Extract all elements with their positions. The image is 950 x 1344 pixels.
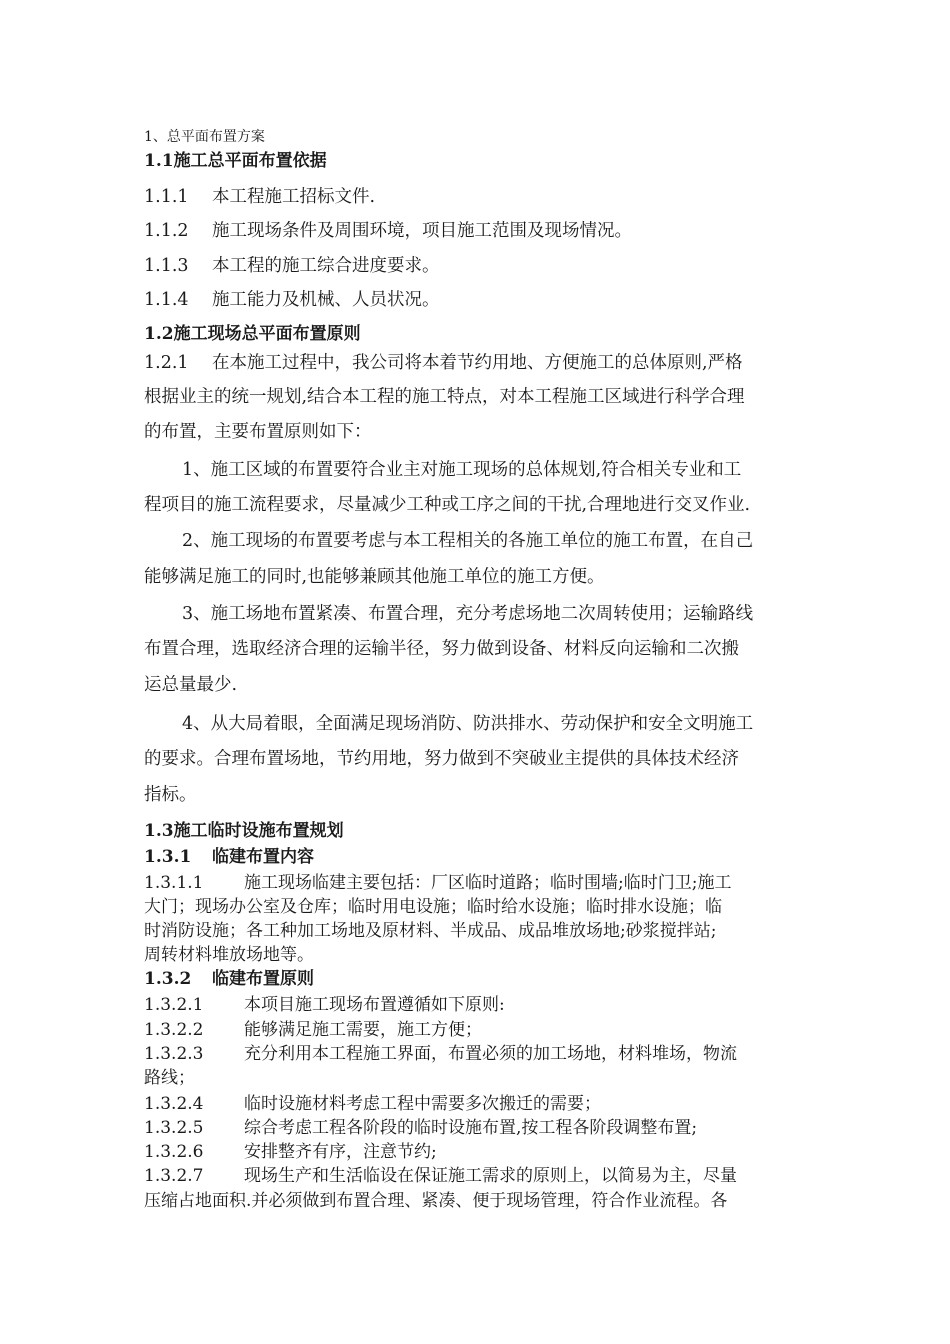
item-1-2-1-line-1: 1.2.1 在本施工过程中，我公司将本着节约用地、方便施工的总体原则,严格	[144, 353, 743, 373]
section-1-3-heading: 1.3施工临时设施布置规划	[144, 821, 344, 841]
subsection-1-3-2-heading: 1.3.2 临建布置原则	[144, 969, 314, 989]
item-1-1-4: 1.1.4 施工能力及机械、人员状况。	[144, 290, 440, 310]
subsection-1-3-1-heading: 1.3.1 临建布置内容	[144, 847, 314, 867]
item-1-1-3: 1.1.3 本工程的施工综合进度要求。	[144, 256, 440, 276]
section-1-1-heading: 1.1施工总平面布置依据	[144, 151, 327, 171]
principle-1-line-1: 1、施工区域的布置要符合业主对施工现场的总体规划,符合相关专业和工	[182, 460, 742, 480]
item-1-3-1-1-line-3: 时消防设施；各工种加工场地及原材料、半成品、成品堆放场地;砂浆搅拌站;	[144, 921, 717, 941]
principle-1-line-2: 程项目的施工流程要求，尽量减少工种或工序之间的干扰,合理地进行交叉作业.	[144, 495, 751, 515]
item-1-2-1-line-2: 根据业主的统一规划,结合本工程的施工特点，对本工程施工区域进行科学合理	[144, 387, 745, 407]
principle-2-line-2: 能够满足施工的同时,也能够兼顾其他施工单位的施工方便。	[144, 567, 605, 587]
item-1-3-1-1-line-4: 周转材料堆放场地等。	[144, 945, 314, 965]
principle-3-line-2: 布置合理，选取经济合理的运输半径，努力做到设备、材料反向运输和二次搬	[144, 639, 739, 659]
item-1-1-1: 1.1.1 本工程施工招标文件.	[144, 187, 376, 207]
item-1-3-2-5: 1.3.2.5 综合考虑工程各阶段的临时设施布置,按工程各阶段调整布置;	[144, 1118, 698, 1138]
item-1-3-1-1-line-2: 大门；现场办公室及仓库；临时用电设施；临时给水设施；临时排水设施；临	[144, 897, 722, 917]
item-1-3-2-6: 1.3.2.6 安排整齐有序，注意节约;	[144, 1142, 437, 1162]
item-1-3-1-1-line-1: 1.3.1.1 施工现场临建主要包括：厂区临时道路；临时围墙;临时门卫;施工	[144, 873, 732, 893]
item-1-3-2-3-line-2: 路线；	[144, 1068, 195, 1088]
item-1-3-2-3-line-1: 1.3.2.3 充分利用本工程施工界面，布置必须的加工场地，材料堆场，物流	[144, 1044, 737, 1064]
principle-4-line-3: 指标。	[144, 785, 197, 805]
item-1-3-2-4: 1.3.2.4 临时设施材料考虑工程中需要多次搬迁的需要；	[144, 1094, 601, 1114]
principle-4-line-1: 4、从大局着眼，全面满足现场消防、防洪排水、劳动保护和安全文明施工	[182, 714, 754, 734]
principle-3-line-3: 运总量最少.	[144, 675, 238, 695]
principle-3-line-1: 3、施工场地布置紧凑、布置合理，充分考虑场地二次周转使用；运输路线	[182, 604, 754, 624]
principle-4-line-2: 的要求。合理布置场地，节约用地，努力做到不突破业主提供的具体技术经济	[144, 749, 739, 769]
item-1-3-2-7-line-2: 压缩占地面积.并必须做到布置合理、紧凑、便于现场管理，符合作业流程。各	[144, 1191, 728, 1211]
doc-title: 1、总平面布置方案	[144, 129, 265, 145]
item-1-3-2-1: 1.3.2.1 本项目施工现场布置遵循如下原则:	[144, 995, 505, 1015]
item-1-2-1-line-3: 的布置，主要布置原则如下：	[144, 422, 372, 442]
section-1-2-heading: 1.2施工现场总平面布置原则	[144, 324, 361, 344]
item-1-3-2-7-line-1: 1.3.2.7 现场生产和生活临设在保证施工需求的原则上，以简易为主，尽量	[144, 1166, 737, 1186]
principle-2-line-1: 2、施工现场的布置要考虑与本工程相关的各施工单位的施工布置，在自己	[182, 531, 754, 551]
item-1-1-2: 1.1.2 施工现场条件及周围环境，项目施工范围及现场情况。	[144, 221, 632, 241]
item-1-3-2-2: 1.3.2.2 能够满足施工需要，施工方便；	[144, 1020, 482, 1040]
